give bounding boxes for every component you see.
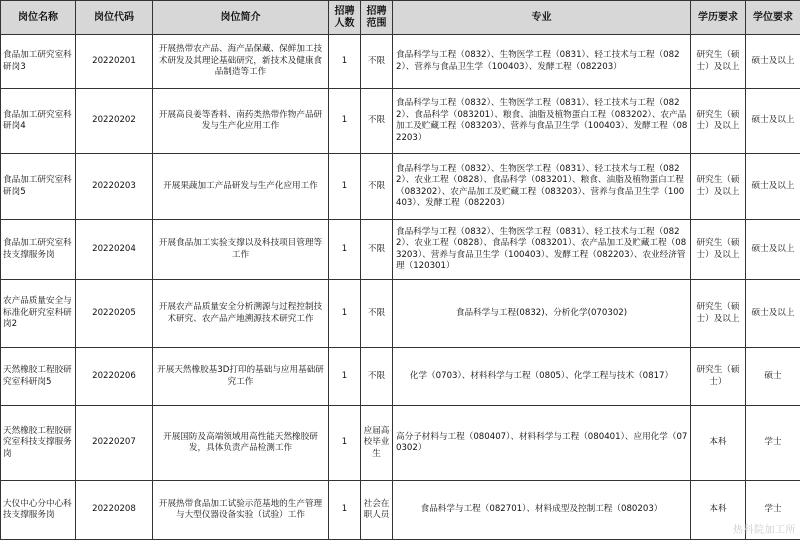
table-row bbox=[1, 220, 800, 280]
cell-degree: 硕士及以上 bbox=[746, 35, 800, 89]
cell-intro: 开展国防及高端领域用高性能天然橡胶研发，具体负责产品检测工作 bbox=[153, 406, 329, 481]
cell-code: 20220202 bbox=[76, 89, 153, 154]
cell-degree: 硕士及以上 bbox=[746, 89, 800, 154]
cell-major: 食品科学与工程（0832）、生物医学工程（0831）、轻工技术与工程（0822）、农业工程（0828）、食品科学（083201）、粮食、油脂及植物蛋白工程（083202）、农产品加工及贮藏工程（083203）、营养与食品卫生学（100403）、发酵工程（082203） bbox=[393, 154, 691, 220]
cell-degree: 硕士及以上 bbox=[746, 154, 800, 220]
cell-scope: 不限 bbox=[361, 35, 393, 89]
table-row bbox=[1, 406, 800, 481]
watermark: 热科院加工所 bbox=[733, 521, 796, 536]
cell-degree: 硕士及以上 bbox=[746, 220, 800, 280]
table-row bbox=[1, 348, 800, 406]
cell-name: 食品加工研究室科研岗4 bbox=[1, 89, 76, 154]
cell-intro: 开展热带农产品、海产品保藏、保鲜加工技术研发及其理论基础研究，新技术及健康食品制造等工作 bbox=[153, 35, 329, 89]
cell-scope: 不限 bbox=[361, 154, 393, 220]
cell-code: 20220203 bbox=[76, 154, 153, 220]
cell-scope: 不限 bbox=[361, 220, 393, 280]
cell-major: 食品科学与工程（0832）、生物医学工程（0831）、轻工技术与工程（0822）、营养与食品卫生学（100403）、发酵工程（082203） bbox=[393, 35, 691, 89]
cell-degree: 学士 bbox=[746, 406, 800, 481]
cell-scope: 不限 bbox=[361, 280, 393, 348]
cell-count: 1 bbox=[329, 154, 361, 220]
header-scope: 招聘范围 bbox=[361, 1, 393, 35]
header-edu: 学历要求 bbox=[691, 1, 746, 35]
cell-name: 食品加工研究室科研岗5 bbox=[1, 154, 76, 220]
table-row bbox=[1, 481, 800, 540]
cell-count: 1 bbox=[329, 406, 361, 481]
cell-intro: 开展天然橡胶基3D打印的基础与应用基础研究工作 bbox=[153, 348, 329, 406]
cell-edu: 本科 bbox=[691, 406, 746, 481]
cell-name: 食品加工研究室科研岗3 bbox=[1, 35, 76, 89]
cell-name: 天然橡胶工程胶研究室科技支撑服务岗 bbox=[1, 406, 76, 481]
cell-intro: 开展农产品质量安全分析溯源与过程控制技术研究、农产品产地溯源技术研究工作 bbox=[153, 280, 329, 348]
cell-intro: 开展热带食品加工试验示范基地的生产管理与大型仪器设备实验（试验）工作 bbox=[153, 481, 329, 540]
cell-count: 1 bbox=[329, 481, 361, 540]
cell-edu: 研究生（硕士）及以上 bbox=[691, 220, 746, 280]
table-row bbox=[1, 35, 800, 89]
header-degree: 学位要求 bbox=[746, 1, 800, 35]
cell-count: 1 bbox=[329, 89, 361, 154]
cell-degree: 学士 bbox=[746, 481, 800, 540]
cell-major: 食品科学与工程（0832）、生物医学工程（0831）、轻工技术与工程（0822）、农业工程（0828）、食品科学（083201）、农产品加工及贮藏工程（083203）、营养与食品卫生学（100403）、发酵工程（082203）、农业经济管理（120301） bbox=[393, 220, 691, 280]
cell-major: 食品科学与工程(0832)、分析化学(070302) bbox=[393, 280, 691, 348]
cell-name: 农产品质量安全与标准化研究室科研岗2 bbox=[1, 280, 76, 348]
cell-major: 化学（0703）、材料科学与工程（0805）、化学工程与技术（0817） bbox=[393, 348, 691, 406]
cell-major: 食品科学与工程（082701）、材料成型及控制工程（080203） bbox=[393, 481, 691, 540]
cell-intro: 开展高良姜等香料、南药类热带作物产品研发与生产化应用工作 bbox=[153, 89, 329, 154]
cell-code: 20220201 bbox=[76, 35, 153, 89]
cell-code: 20220208 bbox=[76, 481, 153, 540]
cell-scope: 不限 bbox=[361, 348, 393, 406]
header-major: 专业 bbox=[393, 1, 691, 35]
table-row bbox=[1, 154, 800, 220]
cell-code: 20220206 bbox=[76, 348, 153, 406]
cell-degree: 硕士及以上 bbox=[746, 280, 800, 348]
cell-name: 食品加工研究室科技支撑服务岗 bbox=[1, 220, 76, 280]
cell-edu: 研究生（硕士） bbox=[691, 348, 746, 406]
cell-count: 1 bbox=[329, 220, 361, 280]
cell-edu: 本科 bbox=[691, 481, 746, 540]
cell-count: 1 bbox=[329, 35, 361, 89]
table-row bbox=[1, 280, 800, 348]
cell-scope: 应届高校毕业生 bbox=[361, 406, 393, 481]
cell-edu: 研究生（硕士）及以上 bbox=[691, 89, 746, 154]
cell-name: 天然橡胶工程胶研究室科研岗5 bbox=[1, 348, 76, 406]
cell-code: 20220205 bbox=[76, 280, 153, 348]
cell-code: 20220207 bbox=[76, 406, 153, 481]
cell-count: 1 bbox=[329, 280, 361, 348]
header-count: 招聘人数 bbox=[329, 1, 361, 35]
cell-scope: 社会在职人员 bbox=[361, 481, 393, 540]
cell-code: 20220204 bbox=[76, 220, 153, 280]
header-name: 岗位名称 bbox=[1, 1, 76, 35]
header-code: 岗位代码 bbox=[76, 1, 153, 35]
cell-edu: 研究生（硕士）及以上 bbox=[691, 280, 746, 348]
cell-count: 1 bbox=[329, 348, 361, 406]
cell-edu: 研究生（硕士）及以上 bbox=[691, 154, 746, 220]
cell-major: 高分子材料与工程（080407）、材料科学与工程（080401）、应用化学（070302） bbox=[393, 406, 691, 481]
header-intro: 岗位简介 bbox=[153, 1, 329, 35]
cell-name: 大仪中心分中心科技支撑服务岗 bbox=[1, 481, 76, 540]
cell-degree: 硕士 bbox=[746, 348, 800, 406]
cell-intro: 开展果蔬加工产品研发与生产化应用工作 bbox=[153, 154, 329, 220]
header-row bbox=[1, 1, 800, 35]
table-row bbox=[1, 89, 800, 154]
cell-major: 食品科学与工程（0832）、生物医学工程（0831）、轻工技术与工程（0822）、食品科学（083201）、粮食、油脂及植物蛋白工程（083202）、农产品加工及贮藏工程（083203）、营养与食品卫生学（100403）、发酵工程（082203） bbox=[393, 89, 691, 154]
cell-intro: 开展食品加工实验支撑以及科技项目管理等工作 bbox=[153, 220, 329, 280]
cell-scope: 不限 bbox=[361, 89, 393, 154]
cell-edu: 研究生（硕士）及以上 bbox=[691, 35, 746, 89]
